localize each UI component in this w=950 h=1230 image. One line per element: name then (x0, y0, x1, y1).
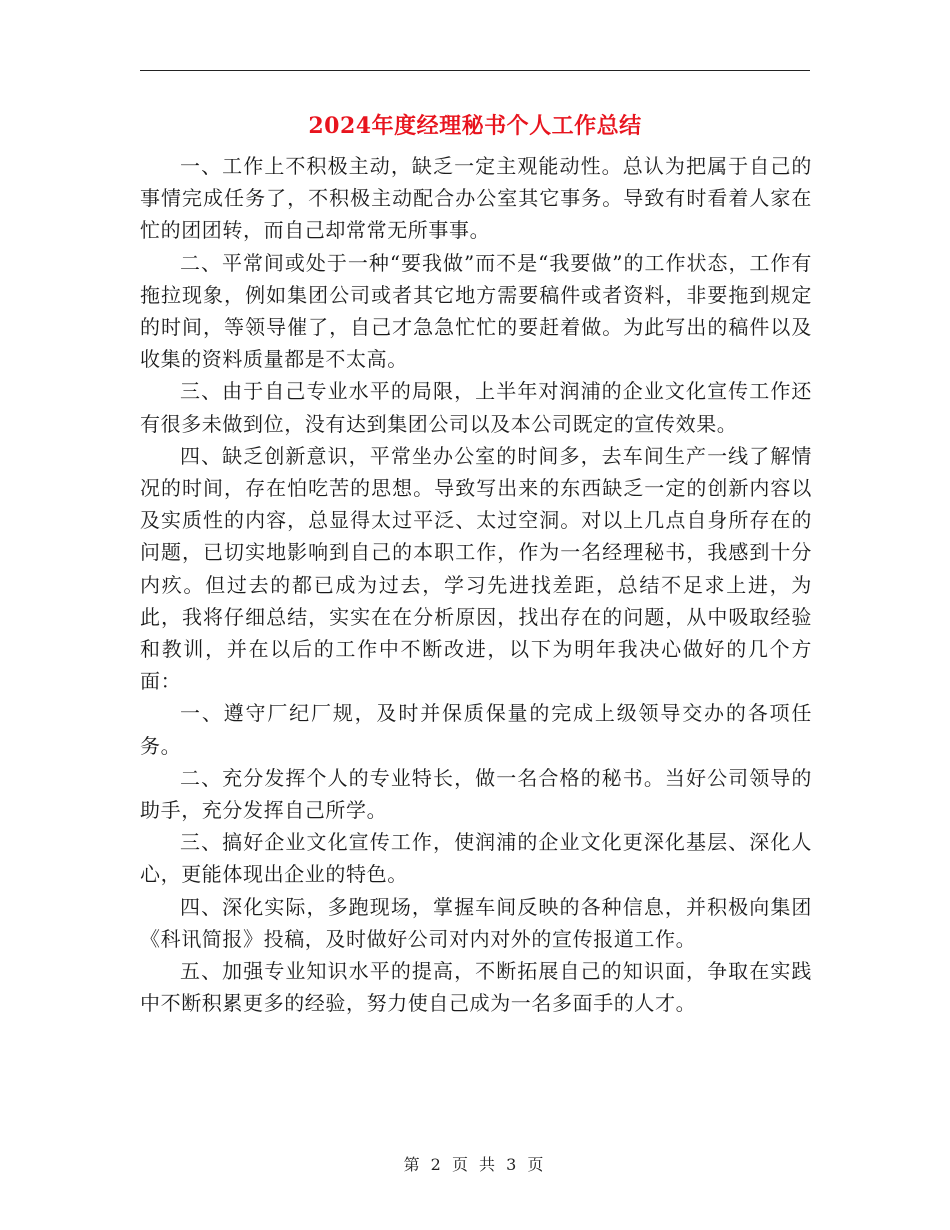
paragraph-3: 三、由于自己专业水平的局限，上半年对润浦的企业文化宣传工作还有很多未做到位，没有达到集团公司以及本公司既定的宣传效果。 (140, 379, 812, 436)
document-body (140, 150, 812, 1019)
paragraph-6: 二、充分发挥个人的专业特长，做一名合格的秘书。当好公司领导的助手，充分发挥自己所学。 (140, 765, 812, 823)
paragraph-1: 一、工作上不积极主动，缺乏一定主观能动性。总认为把属于自己的事情完成任务了，不积极主动配合办公室其它事务。导致有时看着人家在忙的团团转，而自己却常常无所事事。 (140, 154, 812, 243)
paragraph-9: 五、加强专业知识水平的提高，不断拓展自己的知识面，争取在实践中不断积累更多的经验，努力使自己成为一名多面手的人才。 (140, 959, 812, 1016)
paragraph-8: 四、深化实际，多跑现场，掌握车间反映的各种信息，并积极向集团《科讯简报》投稿，及时做好公司对内对外的宣传报道工作。 (140, 894, 812, 951)
page-number-footer: 第 2 页 共 3 页 (403, 1155, 547, 1174)
document-title: 2024年度经理秘书个人工作总结 (308, 113, 642, 139)
paragraph-4: 四、缺乏创新意识，平常坐办公室的时间多，去车间生产一线了解情况的时间，存在怕吃苦的思想。导致写出来的东西缺乏一定的创新内容以及实质性的内容，总显得太过平泛、太过空洞。对以上几点自身所存在的问题，已切实地影响到自己的本职工作，作为一名经理秘书，我感到十分内疚。但过去的都已成为过去，学习先进找差距，总结不足求上进，为此，我将仔细总结，实实在在分析原因，找出存在的问题，从中吸取经验和教训，并在以后的工作中不断改进，以下为明年我决心做好的几个方面： (140, 443, 812, 694)
paragraph-2: 二、平常间或处于一种“要我做”而不是“我要做”的工作状态，工作有拖拉现象，例如集团公司或者其它地方需要稿件或者资料，非要拖到规定的时间，等领导催了，自己才急急忙忙的要赶着做。为此写出的稿件以及收集的资料质量都是不太高。 (140, 250, 812, 372)
paragraph-7: 三、搞好企业文化宣传工作，使润浦的企业文化更深化基层、深化人心，更能体现出企业的特色。 (140, 830, 812, 887)
paragraph-5: 一、遵守厂纪厂规，及时并保质保量的完成上级领导交办的各项任务。 (140, 701, 812, 758)
header-rule (140, 70, 810, 71)
